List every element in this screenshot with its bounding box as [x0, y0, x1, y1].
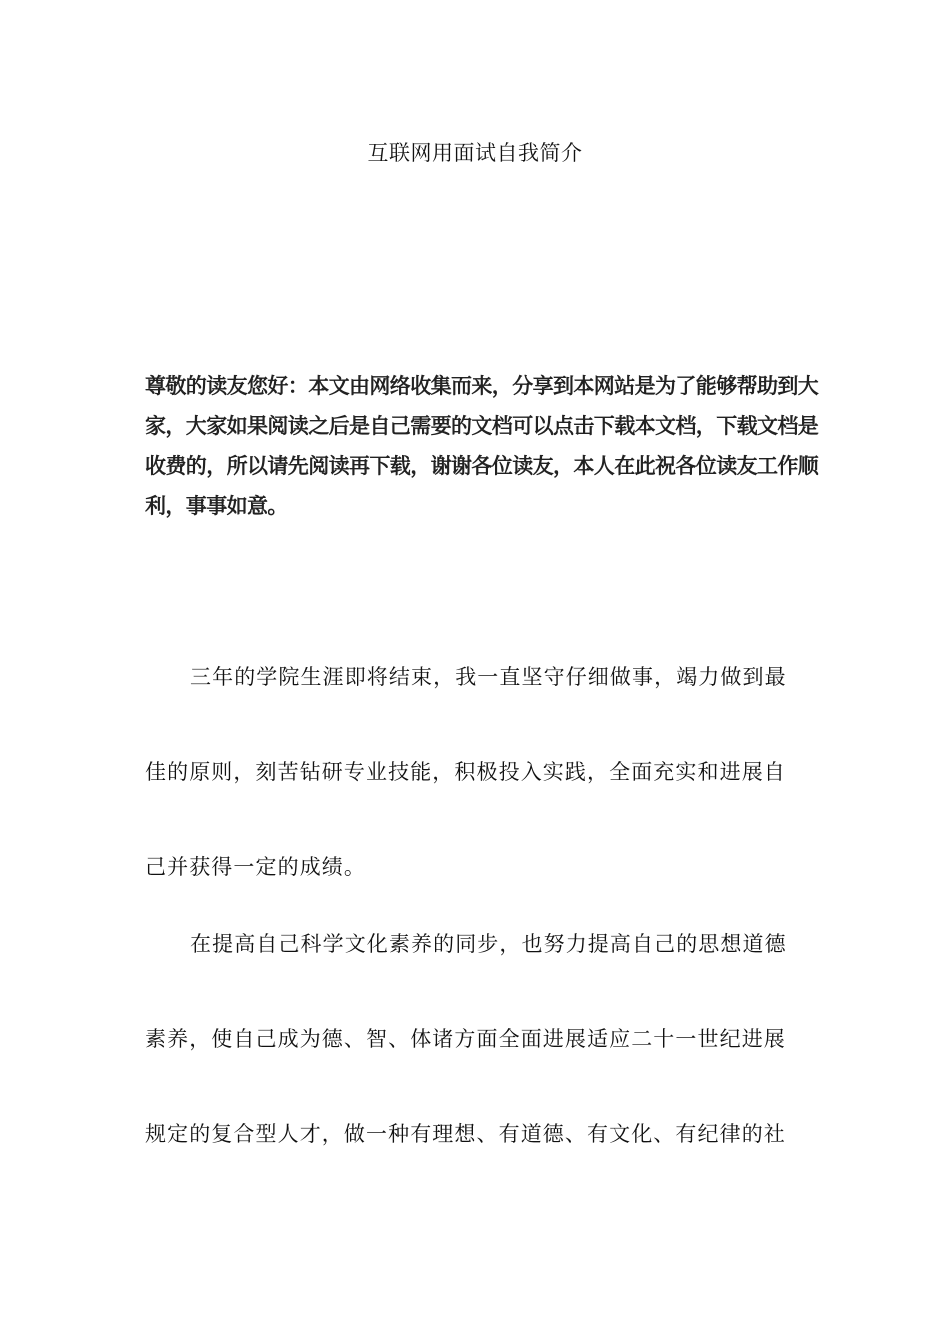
paragraph-line: 规定的复合型人才，做一种有理想、有道德、有文化、有纪律的社	[145, 1122, 786, 1146]
paragraph-line: 三年的学院生涯即将结束，我一直坚守仔细做事，竭力做到最	[190, 665, 787, 689]
notice-line: 收费的，所以请先阅读再下载，谢谢各位读友，本人在此祝各位读友工作顺	[145, 454, 819, 478]
paragraph-line: 佳的原则，刻苦钻研专业技能，积极投入实践，全面充实和进展自	[145, 760, 786, 784]
notice-line: 利，事事如意。	[145, 494, 288, 518]
paragraph-line: 在提高自己科学文化素养的同步，也努力提高自己的思想道德	[190, 932, 787, 956]
reader-notice	[145, 366, 819, 526]
notice-line: 尊敬的读友您好：本文由网络收集而来，分享到本网站是为了能够帮助到大	[145, 374, 819, 398]
paragraph-line: 素养，使自己成为德、智、体诸方面全面进展适应二十一世纪进展	[145, 1027, 786, 1051]
paragraph-line: 己并获得一定的成绩。	[145, 855, 366, 879]
notice-line: 家，大家如果阅读之后是自己需要的文档可以点击下载本文档，下载文档是	[145, 414, 819, 438]
document-title: 互联网用面试自我简介	[367, 141, 583, 165]
